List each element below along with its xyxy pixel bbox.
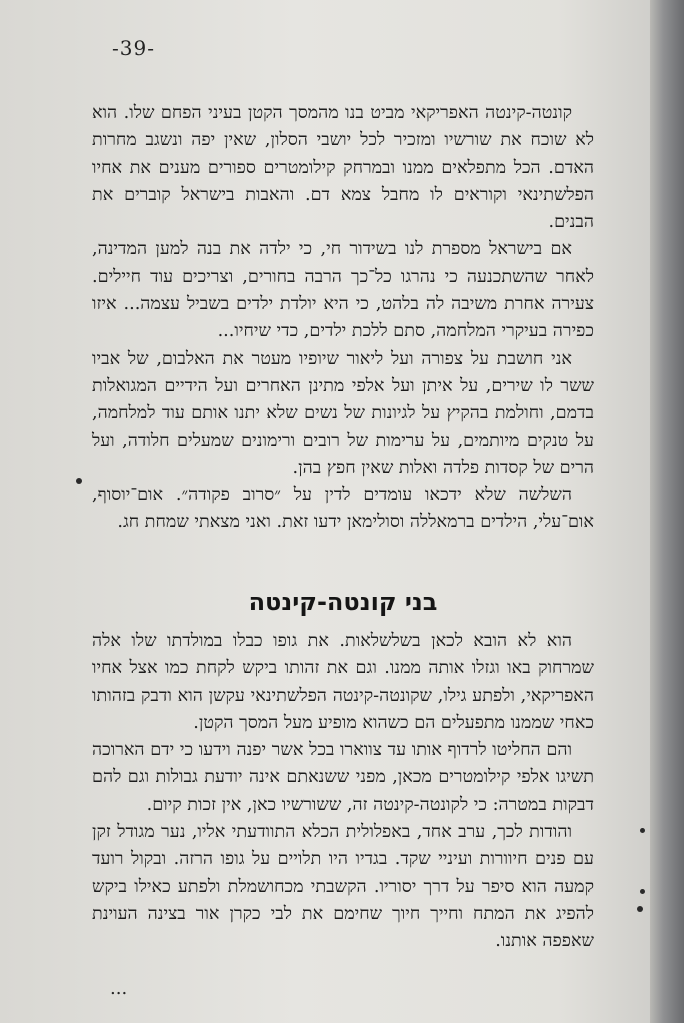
paragraph-4: השלשה שלא ידכאו עומדים לדין על ״סרוב פקודה״. אום־יוסוף, אום־עלי, הילדים ברמאללה וסולימאן ידעו זאת. ואני מצאתי שמחת חג. [92, 485, 594, 533]
page-number: -39- [112, 36, 155, 60]
section-2-text [92, 628, 594, 956]
binding-hole [76, 478, 82, 484]
paragraph-3: אני חושבת על צפורה ועל ליאור שיופיו מעטר את האלבום, של אביו ששר לו שירים, על איתן ועל אלפי מתינן האחרים ועל הידיים המגואלות בדמם, וחולמת בהקיץ על לגיונות של נשים שלא יתנו אותם עוד למלחמה, על טנקים מיותמים, על ערימות של רובים ורימונים שמעלים חלודה, ועל הרים של קסדות פלדה ואלות שאין חפץ בהן. [92, 348, 594, 478]
binding-hole [637, 906, 643, 912]
paragraph-5: הוא לא הובא לכאן בשלשלאות. את גופו כבלו במולדתו שלו אלה שמרחוק באו וגזלו אותה ממנו. וגם את זהותו ביקש לקחת כמו אצל אחיו האפריקאי, ולפתע גילו, שקונטה-קינטה הפלשתינאי עקשן הוא ודבק בזהותו כאחי שממנו מתפעלים הם כשהוא מופיע מעל המסך הקטן. [92, 631, 594, 733]
chapter-title: בני קונטה-קינטה [248, 588, 438, 616]
ellipsis: ... [110, 978, 128, 999]
page-edge [650, 0, 684, 1023]
paragraph-7: והודות לכך, ערב אחד, באפלולית הכלא התוודעתי אליו, נער מגודל זקן עם פנים חיוורות ועיניי שקד. בגדיו היו תלויים על גופו הרזה. ובקול רועד קמעה הוא סיפר על דרך יסוריו. הקשבתי מכחושמלת ולפתע כאילו ביקש להפיג את המתח וחייך חיוך שחימם את לבי כקרן אור בצינה העוינת שאפפה אותנו. [92, 822, 594, 952]
paragraph-1: קונטה-קינטה האפריקאי מביט בנו מהמסך הקטן בעיני הפחם שלו. הוא לא שוכח את שורשיו ומזכיר לכל יושבי הסלון, שאין יפה ונשגב מחרות האדם. הכל מתפלאים ממנו ובמרחק קילומטרים ספורים מענים את אחיו הפלשתינאי וקוראים לו מחבל צמא דם. והאבות בישראל קוברים את הבנים. [92, 103, 594, 233]
paragraph-2: אם בישראל מספרת לנו בשידור חי, כי ילדה את בנה למען המדינה, לאחר שהשתכנעה כי נהרגו כל־כך הרבה בחורים, וצריכים עוד חיילים. צעירה אחרת משיבה לה בלהט, כי היא יולדת ילדים בשביל עצמה... איזו כפירה בעיקרי המלחמה, סתם ללכת ילדים, כדי שיחיו... [92, 239, 594, 342]
section-1-text [92, 100, 594, 537]
paragraph-6: והם החליטו לרדוף אותו עד צווארו בכל אשר יפנה וידעו כי ידם הארוכה תשיגו אלפי קילומטרים מכאן, מפני ששנאתם אינה יודעת גבולות וגם להם דבקות במטרה: כי לקונטה-קינטה זה, ששורשיו כאן, אין זכות קיום. [92, 740, 594, 815]
binding-hole [640, 889, 645, 894]
binding-hole [640, 828, 645, 833]
